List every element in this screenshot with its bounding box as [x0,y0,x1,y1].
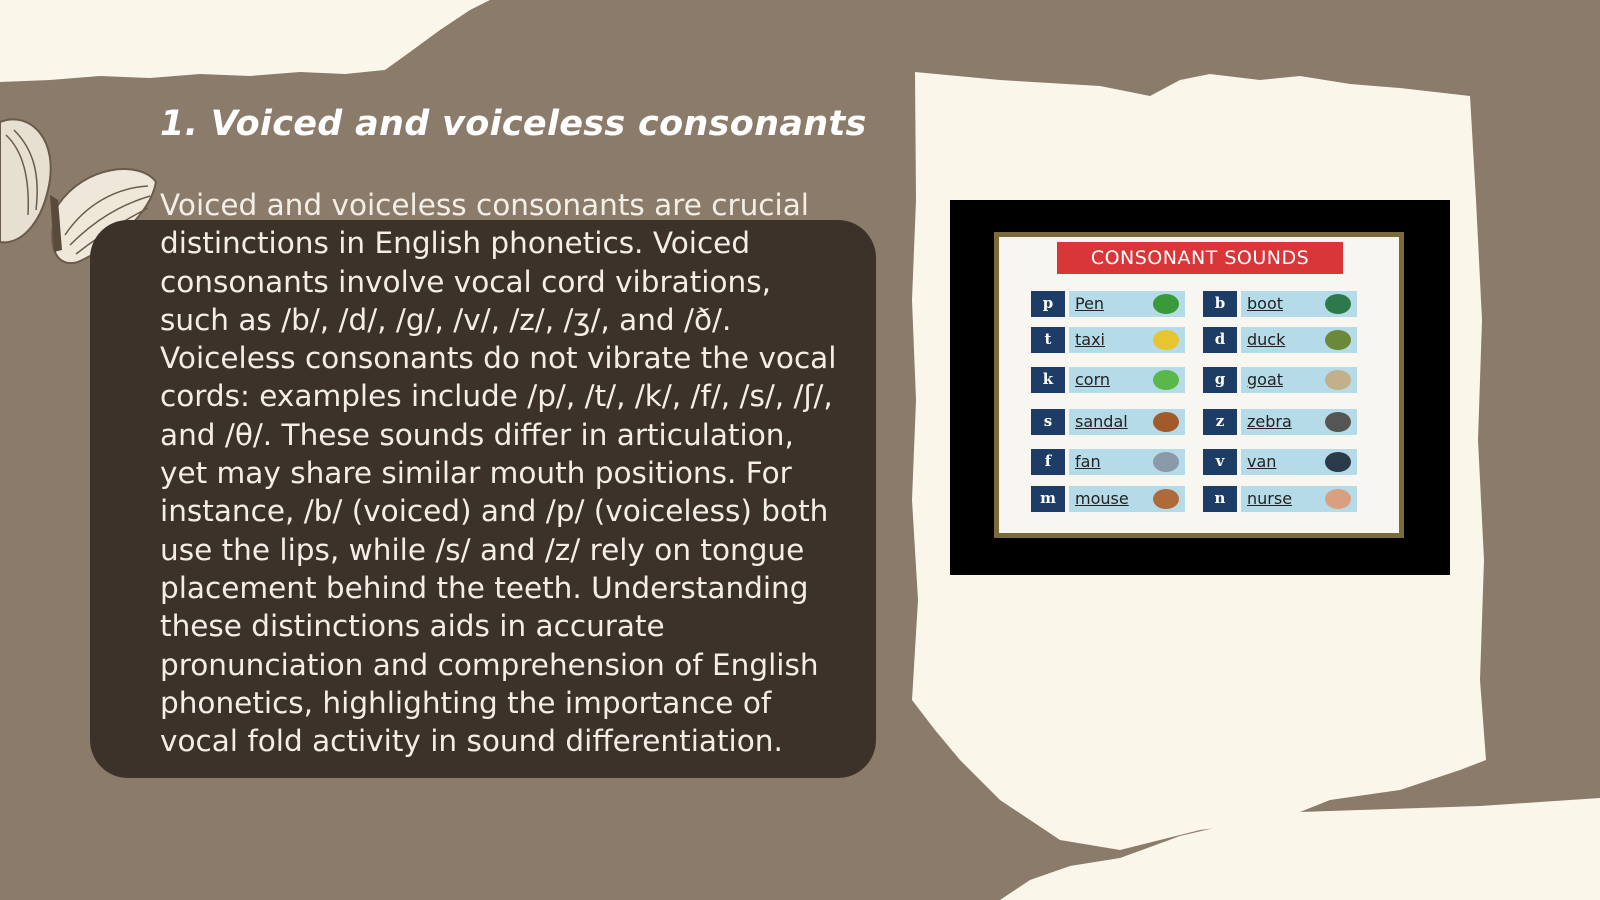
poster-word: fan [1075,452,1101,471]
poster-letter: p [1031,291,1065,317]
poster-letter: k [1031,367,1065,393]
image-frame [950,200,1450,575]
poster-cell-taxi [1031,325,1186,355]
poster-letter: z [1203,409,1237,435]
taxi-icon [1150,325,1182,355]
poster-word: sandal [1075,412,1128,431]
poster-word: boot [1247,294,1284,313]
poster-cell-zebra [1203,407,1358,437]
boot-icon [1322,289,1354,319]
poster-word: Pen [1075,294,1105,313]
poster-cell-nurse [1203,484,1358,514]
poster-word: mouse [1075,489,1129,508]
poster-word: corn [1075,370,1111,389]
poster-cell-goat [1203,365,1358,395]
duck-icon [1322,325,1354,355]
fan-icon [1150,447,1182,477]
sandal-icon [1150,407,1182,437]
slide-body-text: Voiced and voiceless consonants are crucial distinctions in English phonetics. Voiced consonants involve vocal cord vibrations, such as /b/, /d/, /g/, /v/, /z/, /ʒ/, and /ð/. Voiceless consonants do not vibrate the vocal cords: examples include /p/, /t/, /k/, /f/, /s/, /ʃ/, and /θ/. These sounds differ in articulation, yet may share similar mouth positions. For instance, /b/ (voiced) and /p/ (voiceless) both use the lips, while /s/ and /z/ rely on tongue placement behind the teeth. Understanding these distinctions aids in accurate pronunciation and comprehension of English phonetics, highlighting the importance of vocal fold activity in sound differentiation. [160,188,837,759]
poster-cell-corn [1031,365,1186,395]
goat-icon [1322,365,1354,395]
poster-word: taxi [1075,330,1105,349]
poster-cell-pen [1031,289,1186,319]
poster-letter: v [1203,449,1237,475]
poster-cell-van [1203,447,1358,477]
poster-letter: m [1031,486,1065,512]
poster-letter: d [1203,327,1237,353]
poster-letter: s [1031,409,1065,435]
zebra-icon [1322,407,1354,437]
poster-letter: b [1203,291,1237,317]
poster-word: nurse [1247,489,1293,508]
poster-word: goat [1247,370,1284,389]
poster-cell-mouse [1031,484,1186,514]
van-icon [1322,447,1354,477]
poster-word: duck [1247,330,1286,349]
slide-title: 1. Voiced and voiceless consonants [160,104,867,144]
poster-title: CONSONANT SOUNDS [1057,242,1343,274]
poster-cell-fan [1031,447,1186,477]
nurse-icon [1322,484,1354,514]
poster-cell-sandal [1031,407,1186,437]
poster-letter: g [1203,367,1237,393]
corn-icon [1150,365,1182,395]
poster-word: van [1247,452,1277,471]
poster-letter: f [1031,449,1065,475]
poster-cell-duck [1203,325,1358,355]
poster-cell-boot [1203,289,1358,319]
poster-letter: t [1031,327,1065,353]
poster-board [999,237,1399,533]
pen-icon [1150,289,1182,319]
mouse-icon [1150,484,1182,514]
consonant-sounds-poster [994,232,1404,538]
poster-word: zebra [1247,412,1292,431]
torn-paper-top-left [0,0,490,82]
poster-letter: n [1203,486,1237,512]
